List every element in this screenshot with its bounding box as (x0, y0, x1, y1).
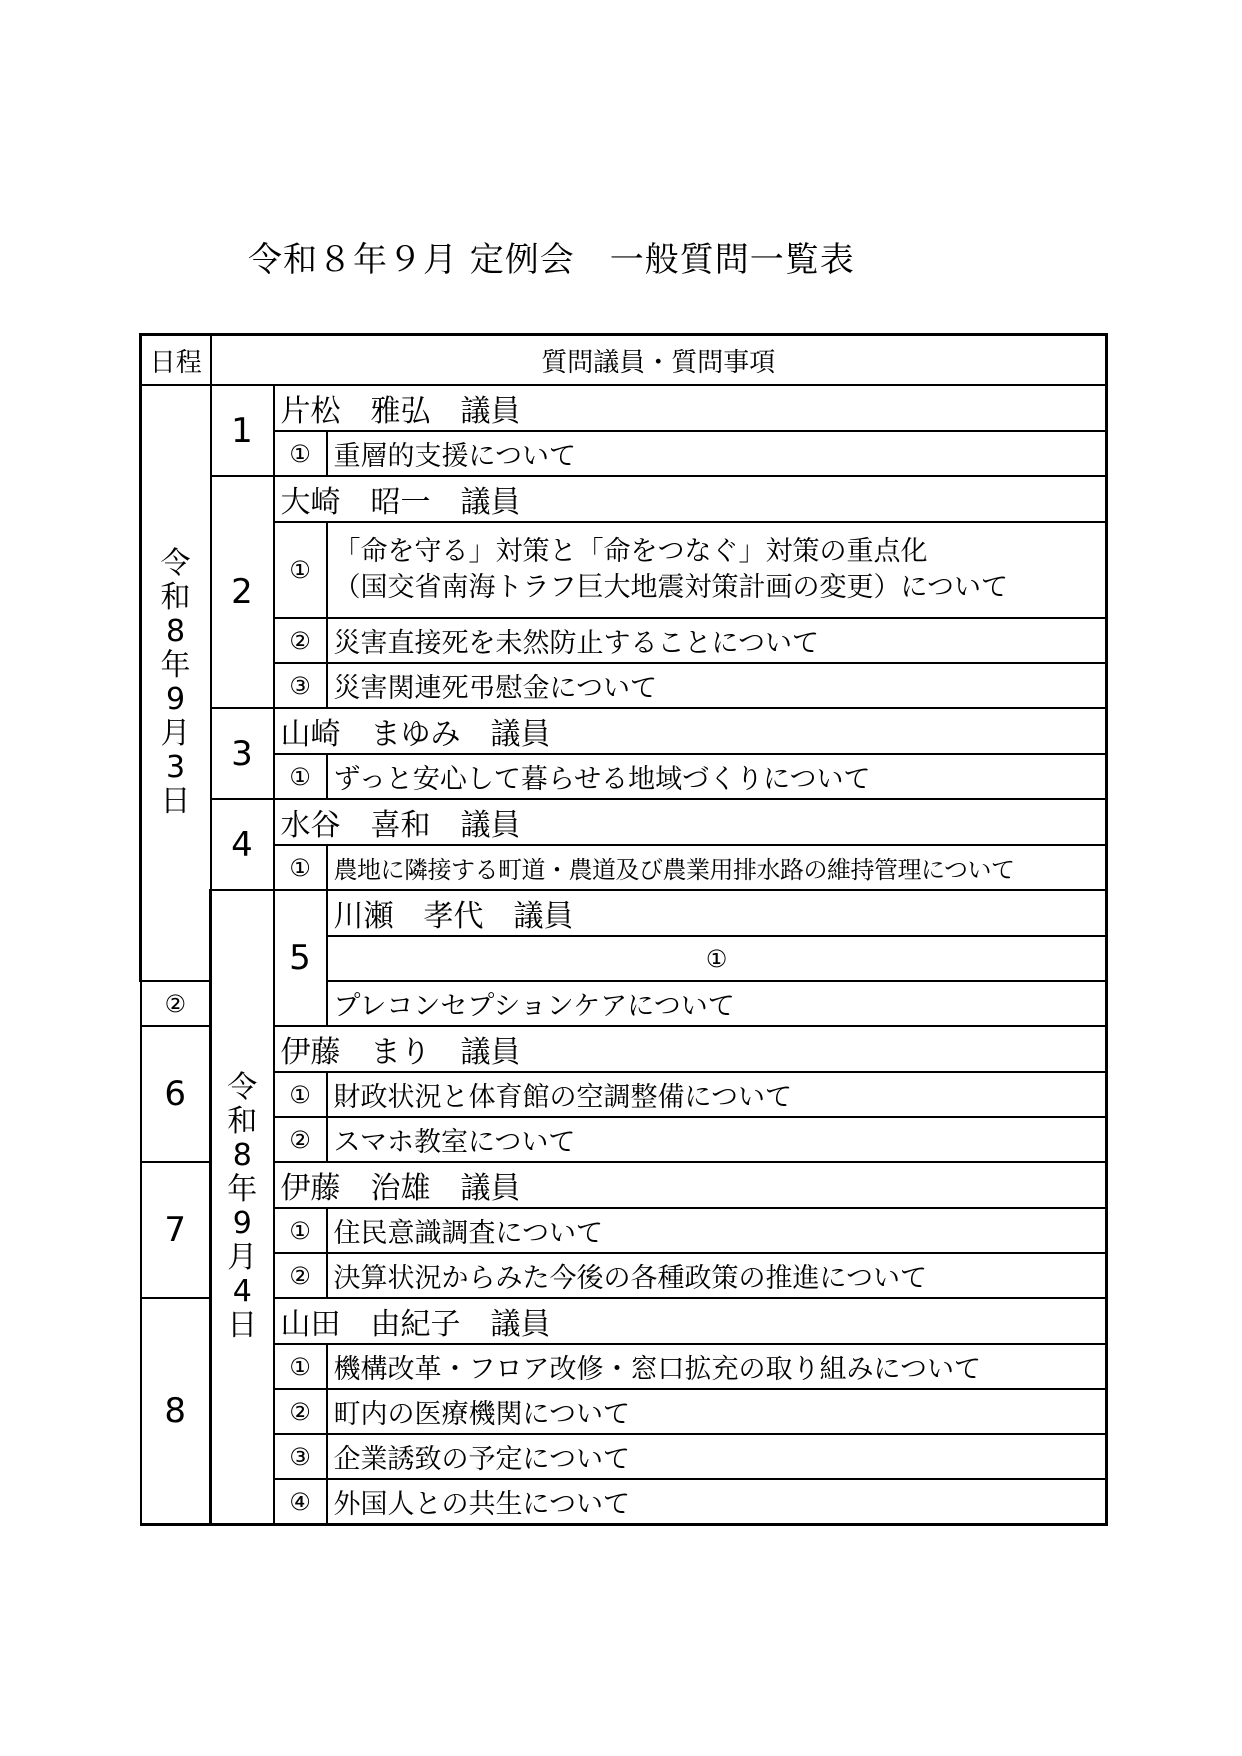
topic-text: 財政状況と体育館の空調整備について (327, 1072, 1107, 1117)
member-number: 1 (211, 385, 274, 476)
table-header-row (141, 335, 1107, 386)
question-table (139, 333, 1108, 1526)
date-char: 年 (227, 1172, 258, 1207)
member-name: 水谷 喜和 議員 (274, 799, 1107, 845)
member-row (141, 1026, 1107, 1072)
date-char: 月 (227, 1240, 258, 1275)
topic-mark: ① (274, 431, 327, 476)
date-char: 4 (232, 1274, 252, 1309)
topic-mark: ② (274, 1253, 327, 1298)
topic-text: 重層的支援について (327, 431, 1107, 476)
member-name: 川瀬 孝代 議員 (327, 890, 1107, 936)
topic-text: スマホ教室について (327, 1117, 1107, 1162)
topic-text: 農地に隣接する町道・農道及び農業用排水路の維持管理について (327, 845, 1107, 890)
date-char: 9 (232, 1206, 252, 1241)
topic-mark: ② (141, 981, 211, 1026)
date-char: 3 (165, 750, 186, 785)
member-row (141, 385, 1107, 431)
topic-text: 災害関連死弔慰金について (327, 663, 1107, 708)
topic-row (141, 431, 1107, 476)
member-name: 伊藤 治雄 議員 (274, 1162, 1107, 1208)
member-number: 4 (211, 799, 274, 890)
page-title: 令和８年９月 定例会 一般質問一覧表 (248, 240, 855, 280)
topic-text: プレコンセプションケアについて (327, 981, 1107, 1026)
member-name: 山崎 まゆみ 議員 (274, 708, 1107, 754)
topic-row (141, 1434, 1107, 1479)
date-char: 8 (165, 614, 186, 649)
member-row (141, 476, 1107, 522)
member-number: 6 (141, 1026, 211, 1162)
date-cell-day2 (211, 890, 274, 1525)
member-name: 片松 雅弘 議員 (274, 385, 1107, 431)
header-date: 日程 (141, 335, 211, 386)
topic-text: 決算状況からみた今後の各種政策の推進について (327, 1253, 1107, 1298)
member-number: 7 (141, 1162, 211, 1298)
date-cell-day1 (141, 385, 211, 981)
topic-mark: ① (274, 1072, 327, 1117)
date-char: 和 (160, 580, 191, 615)
member-row (141, 1298, 1107, 1344)
topic-mark: ① (274, 845, 327, 890)
member-name: 大崎 昭一 議員 (274, 476, 1107, 522)
topic-text: 災害直接死を未然防止することについて (327, 618, 1107, 663)
topic-row (141, 1117, 1107, 1162)
date-char: 令 (227, 1070, 258, 1105)
topic-mark: ① (274, 1208, 327, 1253)
topic-row (141, 663, 1107, 708)
topic-mark: ④ (274, 1479, 327, 1525)
topic-text: 企業誘致の予定について (327, 1434, 1107, 1479)
topic-mark: ① (274, 522, 327, 618)
topic-mark: ③ (274, 663, 327, 708)
topic-text: 機構改革・フロア改修・窓口拡充の取り組みについて (327, 1344, 1107, 1389)
topic-mark: ② (274, 1117, 327, 1162)
topic-row (141, 1344, 1107, 1389)
date-char: 和 (227, 1104, 258, 1139)
topic-text: 「命を守る」対策と「命をつなぐ」対策の重点化 （国交省南海トラフ巨大地震対策計画の変更）について (327, 522, 1107, 618)
date-char: 9 (165, 682, 186, 717)
topic-row (141, 1389, 1107, 1434)
header-main: 質問議員・質問事項 (211, 335, 1107, 386)
topic-text: ずっと安心して暮らせる地域づくりについて (327, 754, 1107, 799)
date-char: 日 (160, 784, 191, 819)
topic-mark: ① (327, 936, 1107, 981)
topic-mark: ① (274, 1344, 327, 1389)
member-number: 8 (141, 1298, 211, 1525)
member-number: 3 (211, 708, 274, 799)
topic-row (141, 1208, 1107, 1253)
topic-row (141, 1479, 1107, 1525)
topic-text: 外国人との共生について (327, 1479, 1107, 1525)
date-char: 年 (160, 648, 191, 683)
topic-row (141, 618, 1107, 663)
date-char: 月 (160, 716, 191, 751)
date-char: 8 (232, 1138, 252, 1173)
topic-row (141, 754, 1107, 799)
member-row (141, 1162, 1107, 1208)
member-row (141, 890, 1107, 936)
member-row (141, 799, 1107, 845)
topic-row (141, 1253, 1107, 1298)
topic-row (141, 845, 1107, 890)
topic-row (141, 1072, 1107, 1117)
member-row (141, 708, 1107, 754)
member-name: 山田 由紀子 議員 (274, 1298, 1107, 1344)
member-number: 2 (211, 476, 274, 708)
date-char: 日 (227, 1308, 258, 1343)
topic-mark: ② (274, 1389, 327, 1434)
date-char: 令 (160, 546, 191, 581)
member-number: 5 (274, 890, 327, 1026)
member-name: 伊藤 まり 議員 (274, 1026, 1107, 1072)
topic-text: 町内の医療機関について (327, 1389, 1107, 1434)
topic-mark: ② (274, 618, 327, 663)
topic-mark: ① (274, 754, 327, 799)
topic-text: 住民意識調査について (327, 1208, 1107, 1253)
topic-row (141, 522, 1107, 618)
topic-mark: ③ (274, 1434, 327, 1479)
